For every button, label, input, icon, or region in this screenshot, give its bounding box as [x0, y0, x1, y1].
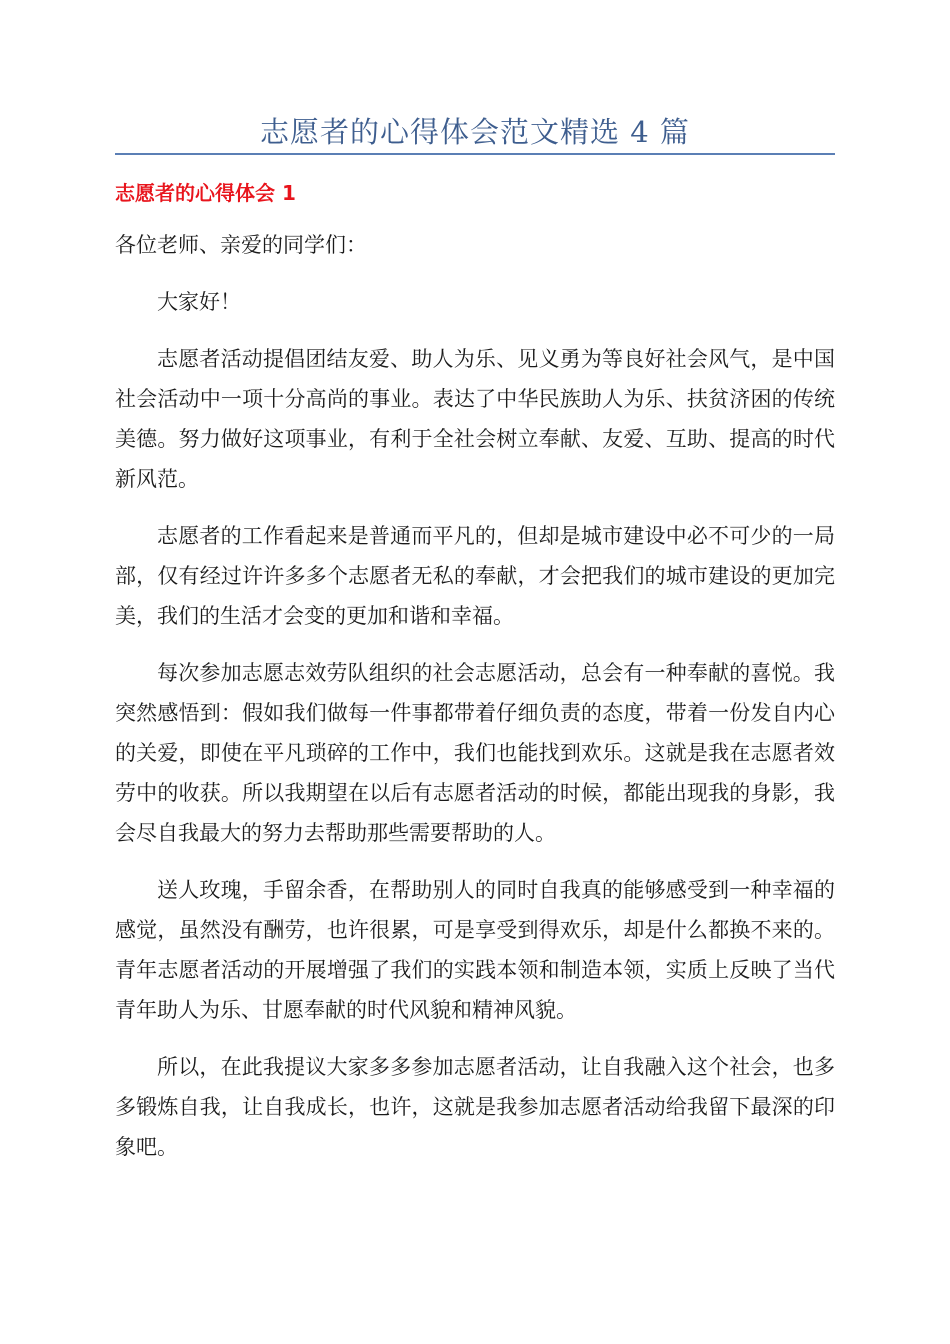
body-paragraph: 送人玫瑰，手留余香，在帮助别人的同时自我真的能够感受到一种幸福的感觉，虽然没有酬劳，也许很累，可是享受到得欢乐，却是什么都换不来的。青年志愿者活动的开展增强了我们的实践本领和制造本领，实质上反映了当代青年助人为乐、甘愿奉献的时代风貌和精神风貌。 [115, 878, 835, 1022]
greeting-line: 大家好！ [157, 290, 241, 314]
document-body [115, 225, 835, 1184]
document-title: 志愿者的心得体会范文精选 4 篇 [260, 115, 690, 149]
body-paragraph: 每次参加志愿志效劳队组织的社会志愿活动，总会有一种奉献的喜悦。我突然感悟到：假如我们做每一件事都带着仔细负责的态度，带着一份发自内心的关爱，即使在平凡琐碎的工作中，我们也能找到欢乐。这就是我在志愿者效劳中的收获。所以我期望在以后有志愿者活动的时候，都能出现我的身影，我会尽自我最大的努力去帮助那些需要帮助的人。 [115, 661, 835, 845]
salutation-line: 各位老师、亲爱的同学们： [115, 233, 367, 257]
body-paragraph: 志愿者的工作看起来是普通而平凡的，但却是城市建设中必不可少的一局部，仅有经过许许多多个志愿者无私的奉献，才会把我们的城市建设的更加完美，我们的生活才会变的更加和谐和幸福。 [115, 524, 835, 628]
body-paragraph: 志愿者活动提倡团结友爱、助人为乐、见义勇为等良好社会风气，是中国社会活动中一项十分高尚的事业。表达了中华民族助人为乐、扶贫济困的传统美德。努力做好这项事业，有利于全社会树立奉献、友爱、互助、提高的时代新风范。 [115, 347, 835, 491]
title-underline-rule [115, 153, 835, 155]
body-paragraph: 所以，在此我提议大家多多参加志愿者活动，让自我融入这个社会，也多多锻炼自我，让自我成长，也许，这就是我参加志愿者活动给我留下最深的印象吧。 [115, 1055, 835, 1159]
section-heading: 志愿者的心得体会 1 [115, 181, 296, 205]
